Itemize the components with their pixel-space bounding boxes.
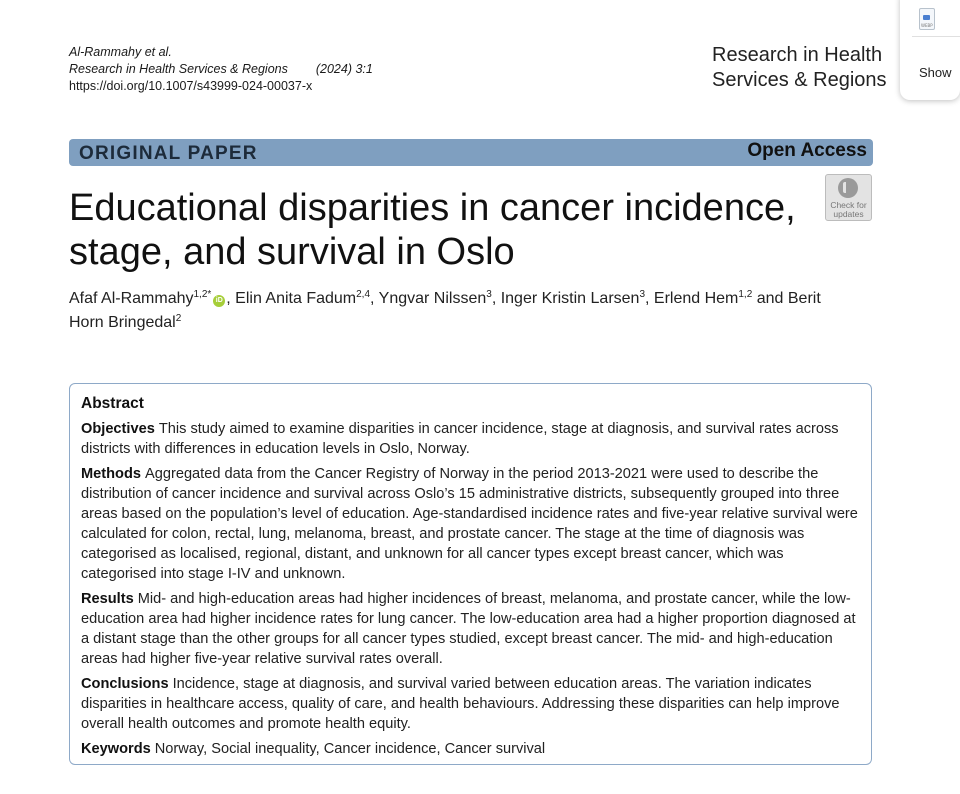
show-button[interactable]: Show	[919, 65, 952, 80]
abstract-conclusions: Conclusions Incidence, stage at diagnosis, and survival varied between education areas. The variation indicates disparities in healthcare access, quality of care, and health behaviours. Addressing these disparities can help improve overall health outcomes and promote health equity.	[81, 676, 840, 732]
author-list: Afaf Al-Rammahy$^{1,2*}$iD , Elin Anita Fadum$^{2,4}$, Yngvar Nilssen$^3$, Inger Kristin Larsen$^3$, Erlend Hem$^{1,2}$ and Berit Horn Bringedal$^2$	[69, 289, 821, 331]
author-name[interactable]: Erlend Hem	[653, 290, 739, 307]
check-updates-icon	[838, 178, 858, 198]
abstract-box	[69, 383, 872, 765]
check-for-updates-button[interactable]: Check for updates	[825, 174, 872, 221]
citation-block	[69, 44, 373, 95]
citation-doi-link[interactable]: https://doi.org/10.1007/s43999-024-00037-x	[69, 79, 313, 93]
author-affiliation: 3	[486, 289, 492, 300]
author-name[interactable]: Afaf Al-Rammahy	[69, 290, 194, 307]
image-file-icon[interactable]: WEBP	[919, 8, 935, 30]
author-name[interactable]: Berit Horn Bringedal	[69, 290, 821, 331]
author-affiliation: 2,4	[356, 289, 371, 300]
open-access-label: Open Access	[747, 140, 867, 161]
citation-journal: Research in Health Services & Regions (2024) 3:1	[69, 62, 373, 76]
article-title: Educational disparities in cancer incidence, stage, and survival in Oslo	[69, 187, 796, 273]
article-type-banner	[69, 139, 873, 166]
citation-authors: Al-Rammahy et al.	[69, 45, 172, 59]
divider	[912, 36, 960, 37]
side-panel[interactable]	[900, 0, 960, 100]
article-type-label: ORIGINAL PAPER	[79, 143, 258, 164]
author-affiliation: 3	[639, 289, 645, 300]
abstract-keywords: Keywords Norway, Social inequality, Cancer incidence, Cancer survival	[81, 741, 546, 757]
abstract-heading: Abstract	[81, 395, 144, 412]
author-affiliation: 1,2	[738, 289, 753, 300]
author-affiliation: 1,2*	[193, 289, 212, 300]
abstract-methods: Methods Aggregated data from the Cancer Registry of Norway in the period 2013-2021 were used to describe the distribution of cancer incidence and survival across Oslo’s 15 administrative districts, subsequently grouped into three areas based on the population’s level of education. Age-standardised incidence rates and five-year relative survival were calculated for colon, rectal, lung, melanoma, breast, and prostate cancer. The stage at the time of diagnosis was categorised as localised, regional, distant, and unknown for all cancer types except breast cancer, which was categorised into stage I-IV and unknown.	[81, 466, 858, 582]
abstract-objectives: Objectives This study aimed to examine disparities in cancer incidence, stage at diagnosis, and survival rates across districts with differences in education levels in Oslo, Norway.	[81, 421, 839, 457]
author-affiliation: 2	[175, 313, 182, 324]
orcid-icon[interactable]: iD	[213, 295, 225, 307]
abstract-results: Results Mid- and high-education areas had higher incidences of breast, melanoma, and prostate cancer, while the low-education area had higher incidence rates for lung cancer. The low-education area had a higher proportion diagnosed at a distant stage than the other groups for all cancer types studied, except breast cancer. The mid- and high-education areas had higher five-year relative survival rates overall.	[81, 591, 856, 667]
citation-year-volume: (2024) 3:1	[315, 62, 373, 76]
author-name[interactable]: Yngvar Nilssen	[378, 290, 487, 307]
author-name[interactable]: Elin Anita Fadum	[235, 290, 357, 307]
author-name[interactable]: Inger Kristin Larsen	[500, 290, 640, 307]
journal-name: Research in Health Services & Regions	[712, 44, 887, 91]
